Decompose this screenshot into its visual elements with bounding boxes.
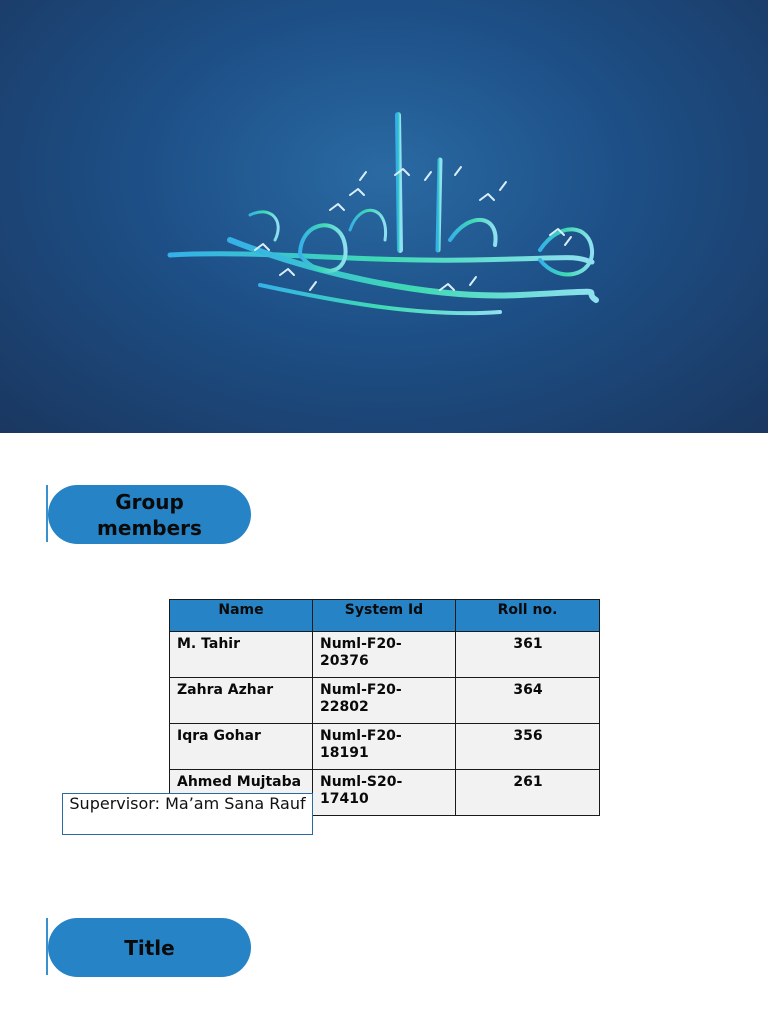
cell-system-id: Numl-F20-20376 [313, 632, 456, 678]
group-members-label: Group members [97, 489, 202, 540]
cell-roll: 364 [456, 678, 600, 724]
header-name: Name [170, 600, 313, 632]
cell-system-id: Numl-S20-17410 [313, 770, 456, 816]
title-heading [48, 918, 251, 977]
group-members-heading [48, 485, 251, 544]
table-row [170, 678, 600, 724]
table-header-row [170, 600, 600, 632]
cell-name: M. Tahir [170, 632, 313, 678]
banner [0, 0, 768, 433]
supervisor-text: Supervisor: Ma’am Sana Rauf [69, 794, 306, 813]
title-label: Title [124, 935, 175, 960]
cell-name: Zahra Azhar [170, 678, 313, 724]
cell-roll: 361 [456, 632, 600, 678]
members-table [169, 599, 600, 816]
cell-name: Ahmed Mujtaba [170, 770, 313, 816]
cell-roll: 356 [456, 724, 600, 770]
table-row [170, 632, 600, 678]
header-roll-no: Roll no. [456, 600, 600, 632]
table-row [170, 724, 600, 770]
bismillah-calligraphy-icon [0, 0, 768, 433]
supervisor-box [62, 793, 313, 835]
cell-system-id: Numl-F20-18191 [313, 724, 456, 770]
cell-system-id: Numl-F20-22802 [313, 678, 456, 724]
cell-name: Iqra Gohar [170, 724, 313, 770]
cell-roll: 261 [456, 770, 600, 816]
header-system-id: System Id [313, 600, 456, 632]
